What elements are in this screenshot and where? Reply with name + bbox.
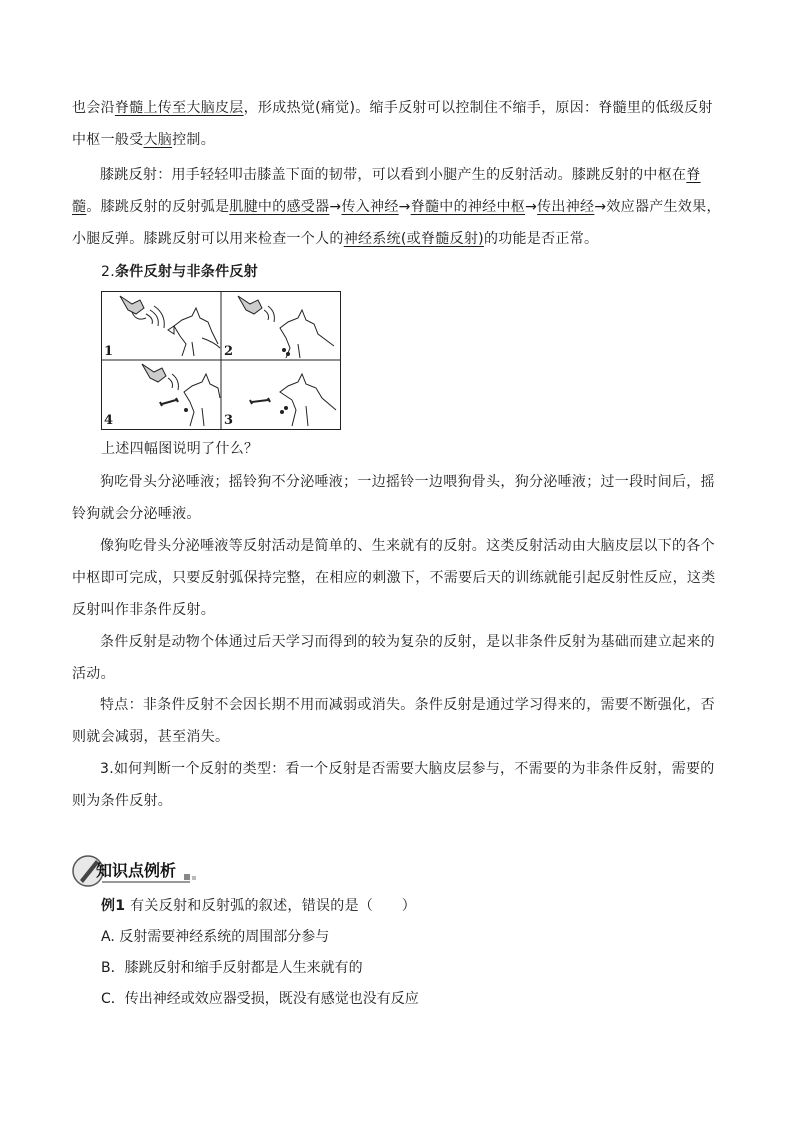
- pavlov-dog-figure: [101, 291, 341, 430]
- dog-panels-drawing: [102, 292, 340, 429]
- option-a[interactable]: A. 反射需要神经系统的周围部分参与: [101, 929, 330, 945]
- panel-2-bell-dog: [238, 296, 334, 358]
- paragraph-dog-experiment: 狗吃骨头分泌唾液；摇铃狗不分泌唾液；一边摇铃一边喂狗骨头，狗分泌唾液；过一段时间后，摇铃狗就会分泌唾液。: [72, 474, 715, 522]
- paragraph-characteristics: 特点：非条件反射不会因长期不用而减弱或消失。条件反射是通过学习得来的，需要不断强化，否则就会减弱，甚至消失。: [72, 697, 715, 745]
- option-b[interactable]: B．膝跳反射和缩手反射都是人生来就有的: [101, 960, 363, 976]
- panel-label-1: 1: [104, 344, 114, 359]
- underline-nervous-system: 神经系统(或脊髓反射): [343, 231, 484, 247]
- panel-3-bone-dog: [250, 374, 336, 426]
- panel-label-3: 3: [224, 413, 234, 428]
- underline-cerebral-cortex: 大脑皮层: [186, 100, 244, 116]
- paragraph-judge-reflex-type: 3.如何判断一个反射的类型：看一个反射是否需要大脑皮层参与，不需要的为非条件反射，需要的则为条件反射。: [72, 761, 715, 809]
- figure-question: 上述四幅图说明了什么？: [101, 441, 259, 457]
- panel-4-bell-bone-dog: [142, 364, 220, 426]
- paragraph-conditioned-reflex: 条件反射是动物个体通过后天学习而得到的较为复杂的反射，是以非条件反射为基础而建立起来的活动。: [72, 634, 715, 682]
- underline-receptor: 肌腱中的感受器: [229, 199, 330, 215]
- underline-brain: 大脑: [143, 132, 173, 148]
- underline-center: 脊髓中的神经中枢: [410, 199, 526, 215]
- underline-spinal: 脊髓: [72, 167, 701, 215]
- section-title-examples: 知识点例析: [96, 861, 177, 880]
- example-question: 例1 有关反射和反射弧的叙述，错误的是（ ）: [101, 898, 417, 914]
- underline-spinal-cord: 脊髓上传至: [114, 100, 187, 116]
- paragraph-unconditioned-reflex: 像狗吃骨头分泌唾液等反射活动是简单的、生来就有的反射。这类反射活动由大脑皮层以下的各个中枢即可完成，只要反射弧保持完整，在相应的刺激下，不需要后天的训练就能引起反射性反应，这类反射叫作非条件反射。: [72, 538, 716, 618]
- panel-label-2: 2: [224, 344, 234, 359]
- underline-efferent: 传出神经: [537, 199, 595, 215]
- example-label: 例1: [101, 898, 126, 914]
- paragraph-heat-sense: 也会沿脊髓上传至大脑皮层，形成热觉(痛觉)。缩手反射可以控制住不缩手，原因：脊髓里的低级反射中枢一般受大脑控制。: [72, 100, 713, 148]
- panel-1-bell-dog: [120, 296, 220, 356]
- option-c[interactable]: C．传出神经或效应器受损，既没有感觉也没有反应: [101, 991, 419, 1007]
- underline-afferent: 传入神经: [341, 199, 399, 215]
- section-heading-conditioned-reflex: 2.条件反射与非条件反射: [101, 264, 258, 280]
- panel-label-4: 4: [104, 413, 114, 428]
- paragraph-knee-jerk: 膝跳反射：用手轻轻叩击膝盖下面的韧带，可以看到小腿产生的反射活动。膝跳反射的中枢在脊髓。膝跳反射的反射弧是肌腱中的感受器→传入神经→脊髓中的神经中枢→传出神经→效应器产生效果，小腿反弹。膝跳反射可以用来检查一个人的神经系统(或脊髓反射)的功能是否正常。: [72, 167, 721, 247]
